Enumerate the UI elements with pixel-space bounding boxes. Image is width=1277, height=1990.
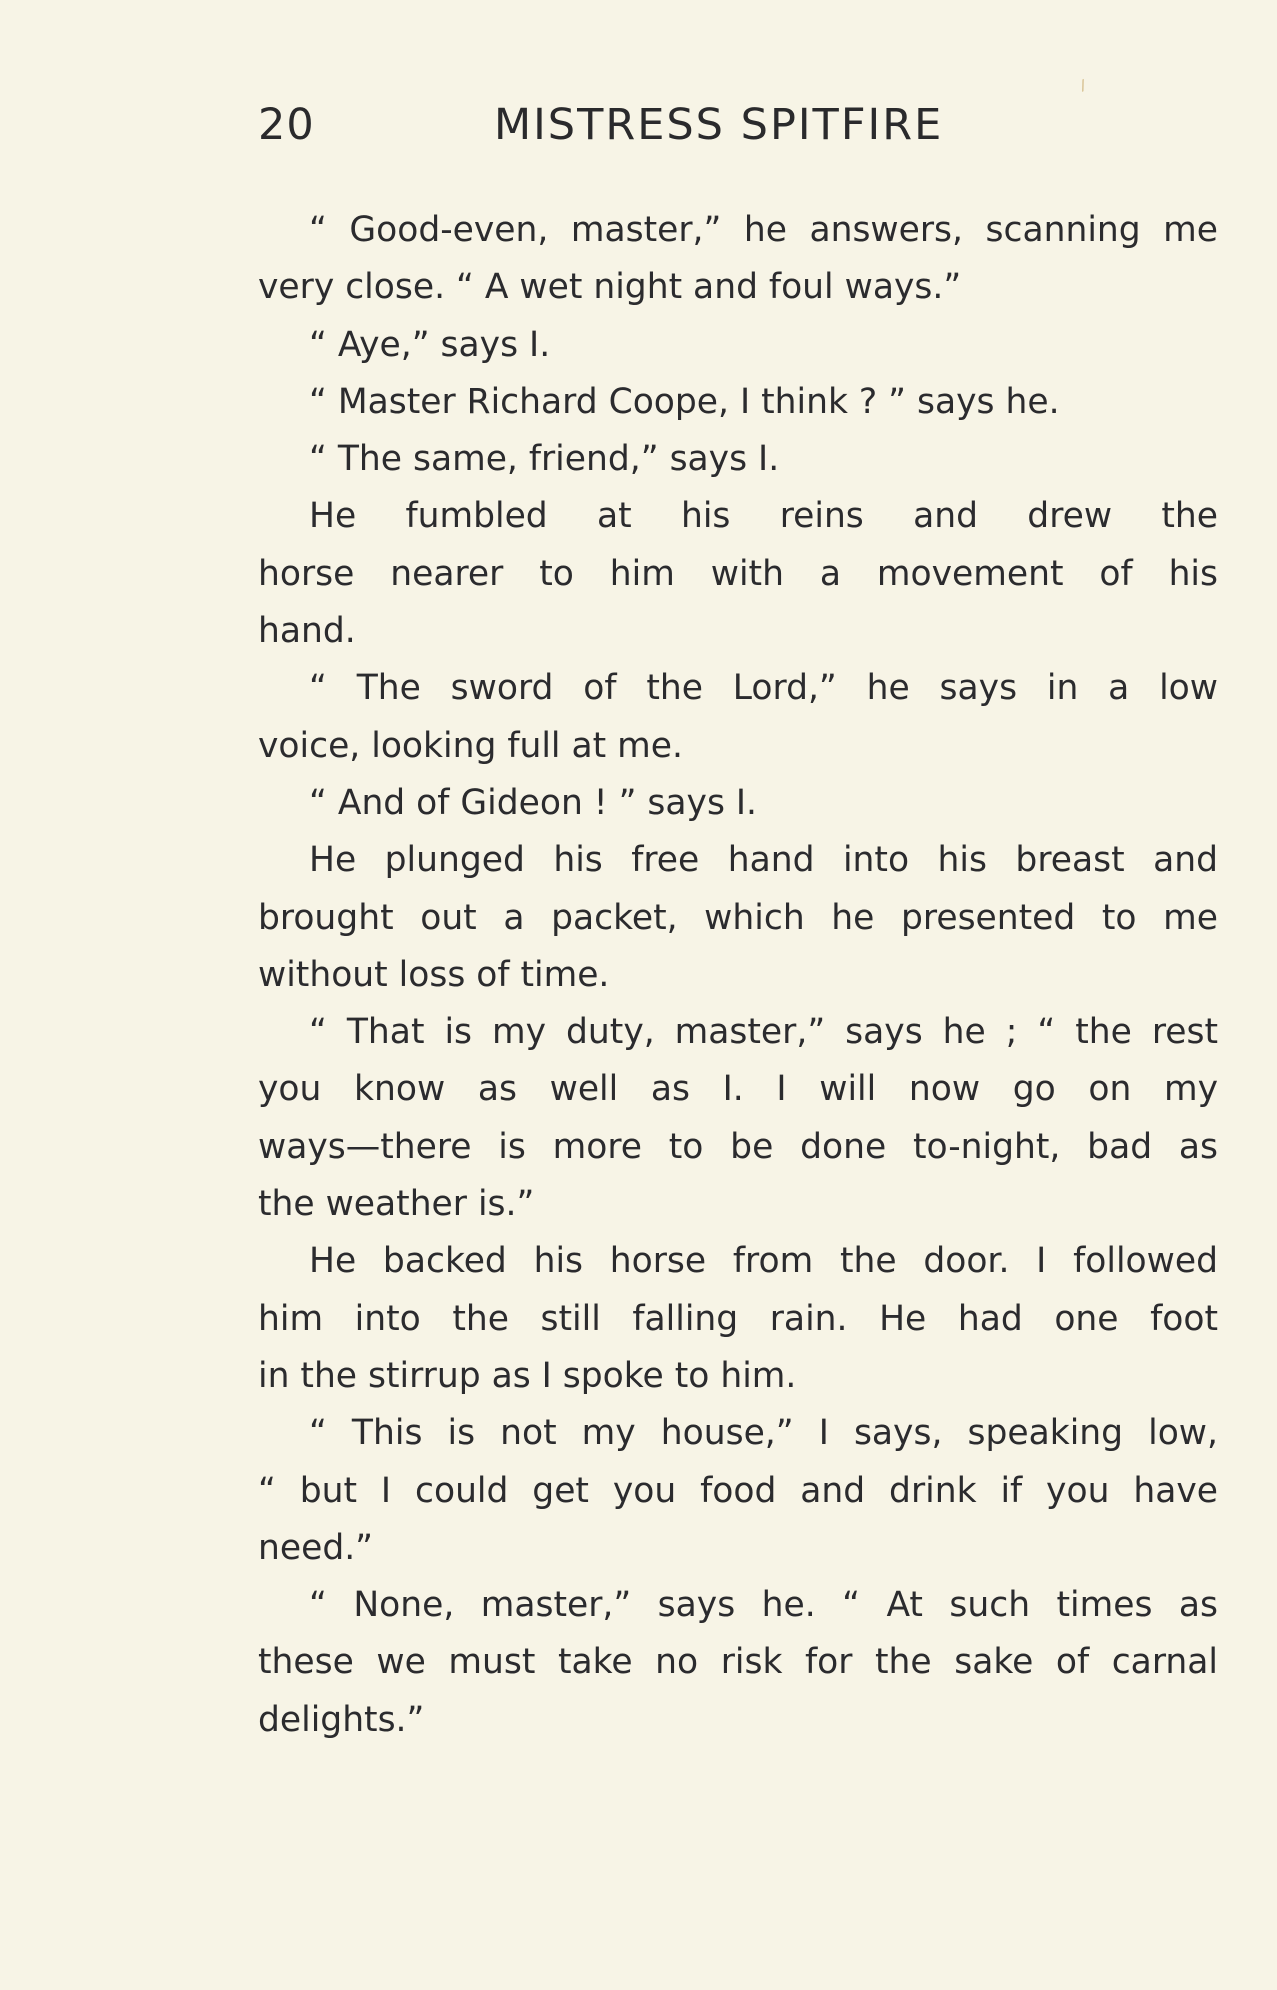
pencil-mark-icon: ⁄	[1078, 78, 1089, 94]
text-line: in the stirrup as I spoke to him.	[258, 1355, 797, 1396]
text-line: brought out a packet, which he presented to me	[258, 897, 1218, 938]
page-header	[258, 100, 1208, 160]
text-line: delights.”	[258, 1699, 425, 1740]
text-line: you know as well as I. I will now go on my	[258, 1069, 1218, 1110]
text-line: “ The sword of the Lord,” he says in a low	[309, 668, 1218, 709]
body-text	[258, 202, 1218, 1749]
text-line: “ The same, friend,” says I.	[309, 439, 780, 480]
text-line: “ Good-even, master,” he answers, scanning me	[309, 210, 1218, 250]
text-line: “ This is not my house,” I says, speaking low,	[309, 1413, 1218, 1454]
text-line: “ That is my duty, master,” says he ; “ the rest	[309, 1012, 1218, 1053]
text-line: “ but I could get you food and drink if you have	[258, 1470, 1218, 1511]
text-line: “ Aye,” says I.	[309, 324, 551, 365]
text-line: “ Master Richard Coope, I think ? ” says he.	[309, 381, 1060, 422]
text-line: without loss of time.	[258, 954, 610, 995]
text-line: “ And of Gideon ! ” says I.	[309, 782, 758, 823]
text-line: He backed his horse from the door. I followed	[309, 1241, 1218, 1282]
text-line: very close. “ A wet night and foul ways.”	[258, 267, 962, 308]
text-line: “ None, master,” says he. “ At such times as	[309, 1585, 1218, 1626]
text-line: He plunged his free hand into his breast and	[309, 840, 1218, 881]
text-line: need.”	[258, 1527, 374, 1568]
text-line: the weather is.”	[258, 1184, 535, 1225]
text-line: horse nearer to him with a movement of his	[258, 553, 1218, 594]
text-line: He fumbled at his reins and drew the	[309, 496, 1218, 537]
text-line: voice, looking full at me.	[258, 725, 683, 766]
running-title: MISTRESS SPITFIRE	[494, 100, 944, 150]
text-line: these we must take no risk for the sake of carnal	[258, 1642, 1218, 1683]
text-line: hand.	[258, 611, 356, 652]
text-line: him into the still falling rain. He had one foot	[258, 1298, 1218, 1339]
text-line: ways—there is more to be done to-night, bad as	[258, 1126, 1218, 1167]
page-number: 20	[258, 100, 315, 150]
